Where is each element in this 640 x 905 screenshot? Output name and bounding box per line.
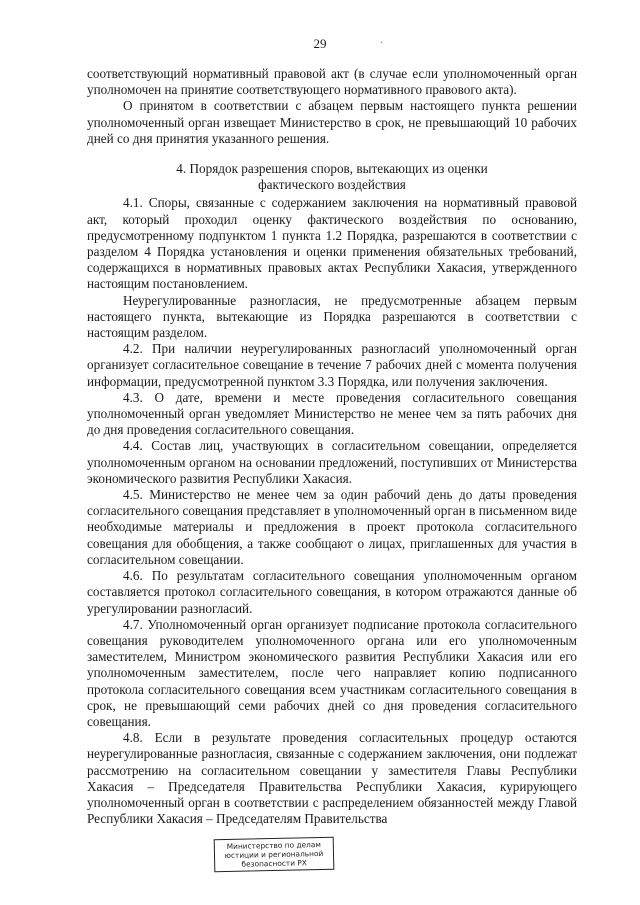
paragraph-4-8: 4.8. Если в результате проведения согласительных процедур остаются неурегулированные разногласия, связанные с содержанием заключения, они подлежат рассмотрению на согласительном совещании у заместителя Главы Республики Хакасия – Председателя Правительства Республики Хакасия, курирующего уполномоченный орган в соответствии с распределением обязанностей между Главой Республики Хакасия – Председателям Правительства <box>87 730 577 827</box>
paragraph-4-4: 4.4. Состав лиц, участвующих в согласительном совещании, определяется уполномоченным органом на основании предложений, поступивших от Министерства экономического развития Республики Хакасия. <box>87 438 577 486</box>
paragraph-4-5: 4.5. Министерство не менее чем за один рабочий день до даты проведения согласительного совещания представляет в уполномоченный орган в письменном виде необходимые материалы и предложения в проект протокола согласительного совещания для обобщения, а также сообщают о лицах, приглашенных для участия в согласительном совещании. <box>87 487 577 567</box>
paragraph-4-1: 4.1. Споры, связанные с содержанием заключения на нормативный правовой акт, который проходил оценку фактического воздействия по основанию, предусмотренному подпунктом 1 пункта 1.2 Порядка, разрешаются в соответствии с разделом 4 Порядка установления и оценки применения обязательных требований, содержащихся в нормативных правовых актах Республики Хакасия, утвержденного настоящим постановлением. <box>87 195 577 292</box>
paragraph-4-6: 4.6. По результатам согласительного совещания уполномоченным органом составляется протокол согласительного совещания, в котором отражаются данные об урегулировании разногласий. <box>87 568 577 616</box>
paragraph: О принятом в соответствии с абзацем первым настоящего пункта решении уполномоченный орган извещает Министерство в срок, не превышающий 10 рабочих дней со дня принятия указанного решения. <box>87 98 577 146</box>
paragraph-4-2: 4.2. При наличии неурегулированных разногласий уполномоченный орган организует согласительное совещание в течение 7 рабочих дней с момента получения информации, предусмотренной пунктом 3.3 Порядка, или получения заключения. <box>87 341 577 389</box>
document-body <box>87 66 577 827</box>
paragraph-4-3: 4.3. О дате, времени и месте проведения согласительного совещания уполномоченный орган уведомляет Министерство не менее чем за пять рабочих дня до дня проведения согласительного совещания. <box>87 389 577 438</box>
paragraph: Неурегулированные разногласия, не предусмотренные абзацем первым настоящего пункта, вытекающие из Порядка разрешаются в соответствии с настоящим разделом. <box>87 292 577 341</box>
stamp-line: юстиции и региональной <box>224 848 324 861</box>
registration-stamp <box>214 837 335 873</box>
stamp-line: Министерство по делам <box>226 840 322 851</box>
page-number: 29 <box>313 36 327 51</box>
stamp-line: безопасности РХ <box>241 858 307 869</box>
scan-dot: · <box>380 38 384 49</box>
paragraph-continued: соответствующий нормативный правовой акт (в случае если уполномоченный орган уполномочен на принятие соответствующего нормативного правового акта). <box>87 66 577 98</box>
paragraph-4-7: 4.7. Уполномоченный орган организует подписание протокола согласительного совещания руководителем уполномоченного органа или его уполномоченным заместителем, Министром экономического развития Республики Хакасия или его уполномоченным заместителем, после чего направляет копию подписанного протокола согласительного совещания всем участникам согласительного совещания в срок, не превышающий семи рабочих дней со дня проведения согласительного совещания. <box>87 616 577 729</box>
section-title: 4. Порядок разрешения споров, вытекающих из оценки фактического воздействия <box>176 161 488 193</box>
